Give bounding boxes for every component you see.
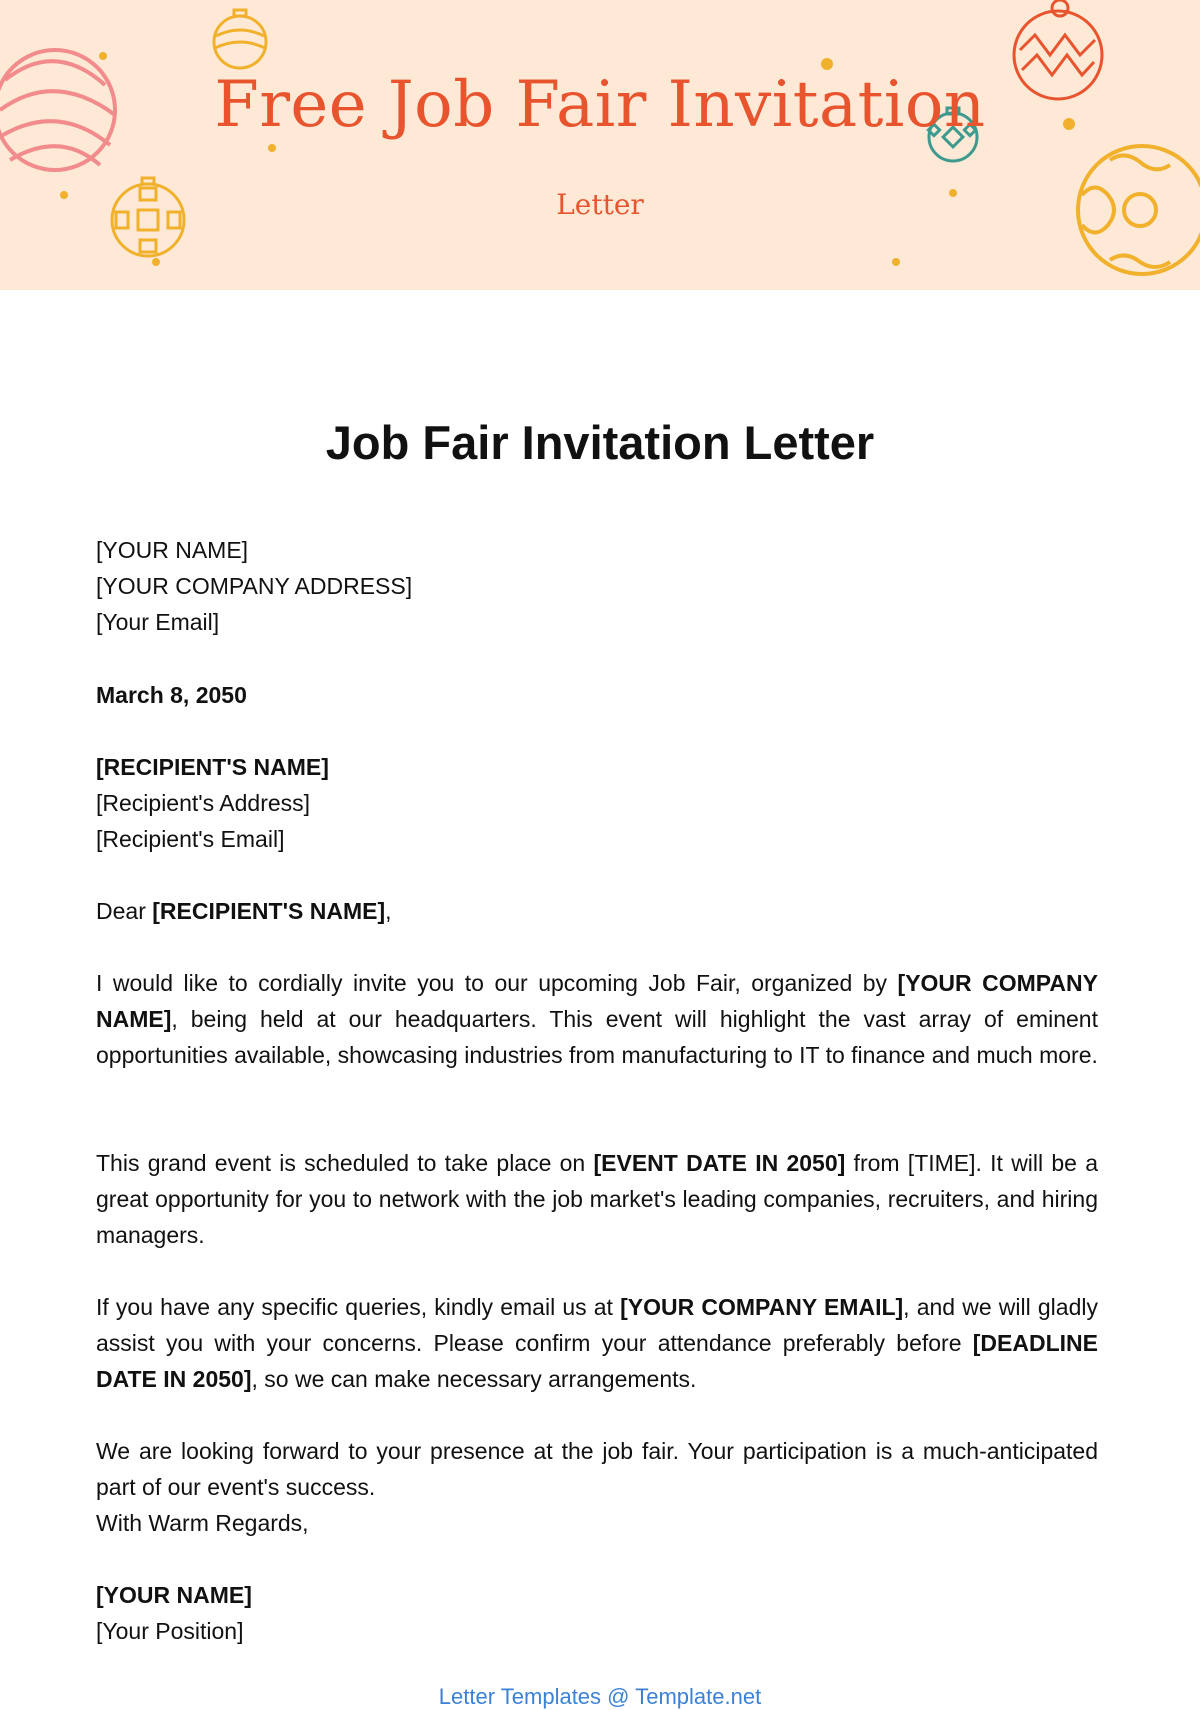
banner-subtitle: Letter — [556, 188, 644, 221]
footer — [0, 1684, 1200, 1710]
footer-separator: @ — [601, 1684, 636, 1709]
recipient-address: [Recipient's Address] — [96, 790, 311, 816]
header-banner — [0, 0, 1200, 290]
deadline-placeholder: [DEADLINE DATE IN 2050] — [96, 1330, 1098, 1392]
salutation-prefix: Dear — [96, 898, 153, 924]
para1-after: , being held at our headquarters. This event will highlight the vast array of eminent opportunities available, showcasing industries from manufacturing to IT to finance and much more. — [96, 1006, 1098, 1068]
recipient-name: [RECIPIENT'S NAME] — [96, 754, 329, 780]
recipient-email: [Recipient's Email] — [96, 826, 285, 852]
para1-before: I would like to cordially invite you to our upcoming Job Fair, organized by — [96, 970, 898, 996]
signature-position: [Your Position] — [96, 1618, 244, 1644]
recipient-block — [96, 749, 1098, 857]
para2-after: from [TIME]. It will be a great opportunity for you to network with the job market's leading companies, recruiters, and hiring managers. — [96, 1150, 1099, 1248]
letter-title: Job Fair Invitation Letter — [325, 416, 875, 469]
footer-link-template-net[interactable]: Template.net — [635, 1684, 762, 1709]
paragraph-1 — [96, 965, 1098, 1073]
sender-address: [YOUR COMPANY ADDRESS] — [96, 573, 413, 599]
paragraph-2 — [96, 1145, 1098, 1253]
signature-name: [YOUR NAME] — [96, 1582, 252, 1608]
sender-email: [Your Email] — [96, 609, 220, 635]
para3-after: , so we can make necessary arrangements. — [251, 1366, 697, 1392]
salutation — [96, 893, 1098, 929]
signature-block — [96, 1577, 1098, 1649]
footer-link-letter-templates[interactable]: Letter Templates — [438, 1684, 602, 1709]
company-name-placeholder: [YOUR COMPANY NAME] — [96, 970, 1098, 1032]
gold-ornament-small-icon — [214, 10, 266, 68]
letter-date: March 8, 2050 — [96, 682, 247, 708]
paragraph-3 — [96, 1289, 1098, 1397]
event-date-placeholder: [EVENT DATE IN 2050] — [593, 1150, 846, 1176]
para4-text: We are looking forward to your presence at the job fair. Your participation is a much-anticipated part of our event's success. — [96, 1438, 1098, 1500]
para2-before: This grand event is scheduled to take place on — [96, 1150, 594, 1176]
salutation-name: [RECIPIENT'S NAME] — [152, 898, 386, 924]
company-email-placeholder: [YOUR COMPANY EMAIL] — [620, 1294, 904, 1320]
para3-before: If you have any specific queries, kindly email us at — [96, 1294, 621, 1320]
sender-name: [YOUR NAME] — [96, 537, 249, 563]
para3-middle: , and we will gladly assist you with your concerns. Please confirm your attendance preferably before — [96, 1294, 1098, 1356]
closing: With Warm Regards, — [96, 1510, 309, 1536]
ornaments-decoration — [0, 0, 1200, 290]
sender-block — [96, 532, 1098, 640]
paragraph-4 — [96, 1433, 1098, 1541]
date-block — [96, 677, 1098, 713]
salutation-suffix: , — [385, 898, 392, 924]
banner-title: Free Job Fair Invitation — [214, 68, 986, 142]
